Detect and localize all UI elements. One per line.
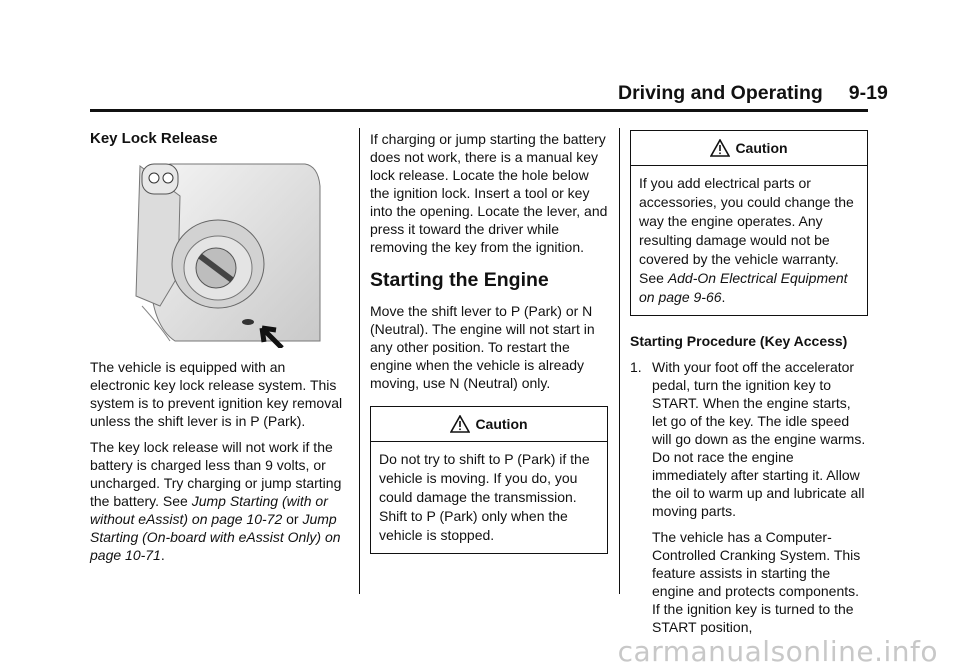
paragraph: Move the shift lever to P (Park) or N (Neutral). The engine will not start in any other position. To restart the engine when the vehicle is already moving, use N (Neutral) only. [370, 303, 595, 391]
text: . [721, 289, 726, 305]
caution-header [371, 407, 607, 442]
page-number: 9-19 [848, 82, 888, 104]
column-2 [370, 130, 608, 564]
key-lock-illustration [130, 156, 322, 348]
column-1 [90, 130, 348, 572]
key-lock-release-heading: Key Lock Release [90, 130, 218, 147]
ignition-illustration [130, 156, 322, 348]
watermark: carmanualsonline.info [617, 635, 938, 668]
running-header [618, 82, 888, 105]
caution-body: Do not try to shift to P (Park) if the vehicle is moving. If you do, you could damage the transmission. Shift to P (Park) only when the vehicle is stopped. [379, 451, 590, 543]
column-3 [630, 130, 868, 644]
paragraph: If charging or jump starting the battery does not work, there is a manual key lock release. Locate the hole below the ignition lock. Insert a tool or key into the opening. Locate the lever, and press it toward the driver while removing the key from the ignition. [370, 131, 608, 255]
paragraph: The vehicle is equipped with an electronic key lock release system. This system is to prevent ignition key removal unless the shift lever is in P (Park). [90, 359, 343, 429]
caution-title: Caution [475, 416, 528, 432]
text: or [282, 511, 303, 527]
caution-body [631, 166, 867, 315]
numbered-list [630, 358, 868, 636]
warning-icon [710, 139, 730, 157]
section-title: Driving and Operating [618, 82, 823, 104]
caution-box [370, 406, 608, 554]
list-item-continuation: The vehicle has a Computer-Controlled Cranking System. This feature assists in starting the engine and protects components. If the ignition key is turned to the START position, [652, 529, 861, 635]
cross-reference[interactable]: Jump Starting (On-board with eAssist Only) on page 10-71 [90, 511, 341, 563]
paragraph [90, 438, 348, 564]
starting-procedure-heading: Starting Procedure (Key Access) [630, 333, 848, 349]
text: If you add electrical parts or accessories, you could change the way the engine operates. Any resulting damage would not be covered by the vehicle warranty. See [639, 175, 854, 286]
cross-reference[interactable]: Add-On Electrical Equipment on page 9-66 [639, 270, 848, 305]
column-divider [359, 128, 360, 594]
caution-box [630, 130, 868, 316]
caution-header [631, 131, 867, 166]
list-item-text: With your foot off the accelerator pedal, turn the ignition key to START. When the engine starts, let go of the key. The idle speed will go down as the engine warms. Do not race the engine immediately after starting it. Allow the oil to warm up and lubricate all moving parts. [652, 359, 866, 519]
column-divider [619, 128, 620, 594]
cross-reference[interactable]: Jump Starting (with or without eAssist) on page 10-72 [90, 493, 328, 527]
list-number: 1. [630, 359, 642, 375]
text: . [160, 547, 165, 563]
caution-title: Caution [735, 140, 788, 156]
starting-engine-heading: Starting the Engine [370, 269, 549, 291]
warning-icon [450, 415, 470, 433]
text: The key lock release will not work if the battery is charged less than 9 volts, or uncharged. Try charging or jump starting the battery. See [90, 439, 342, 509]
header-rule [90, 109, 868, 112]
